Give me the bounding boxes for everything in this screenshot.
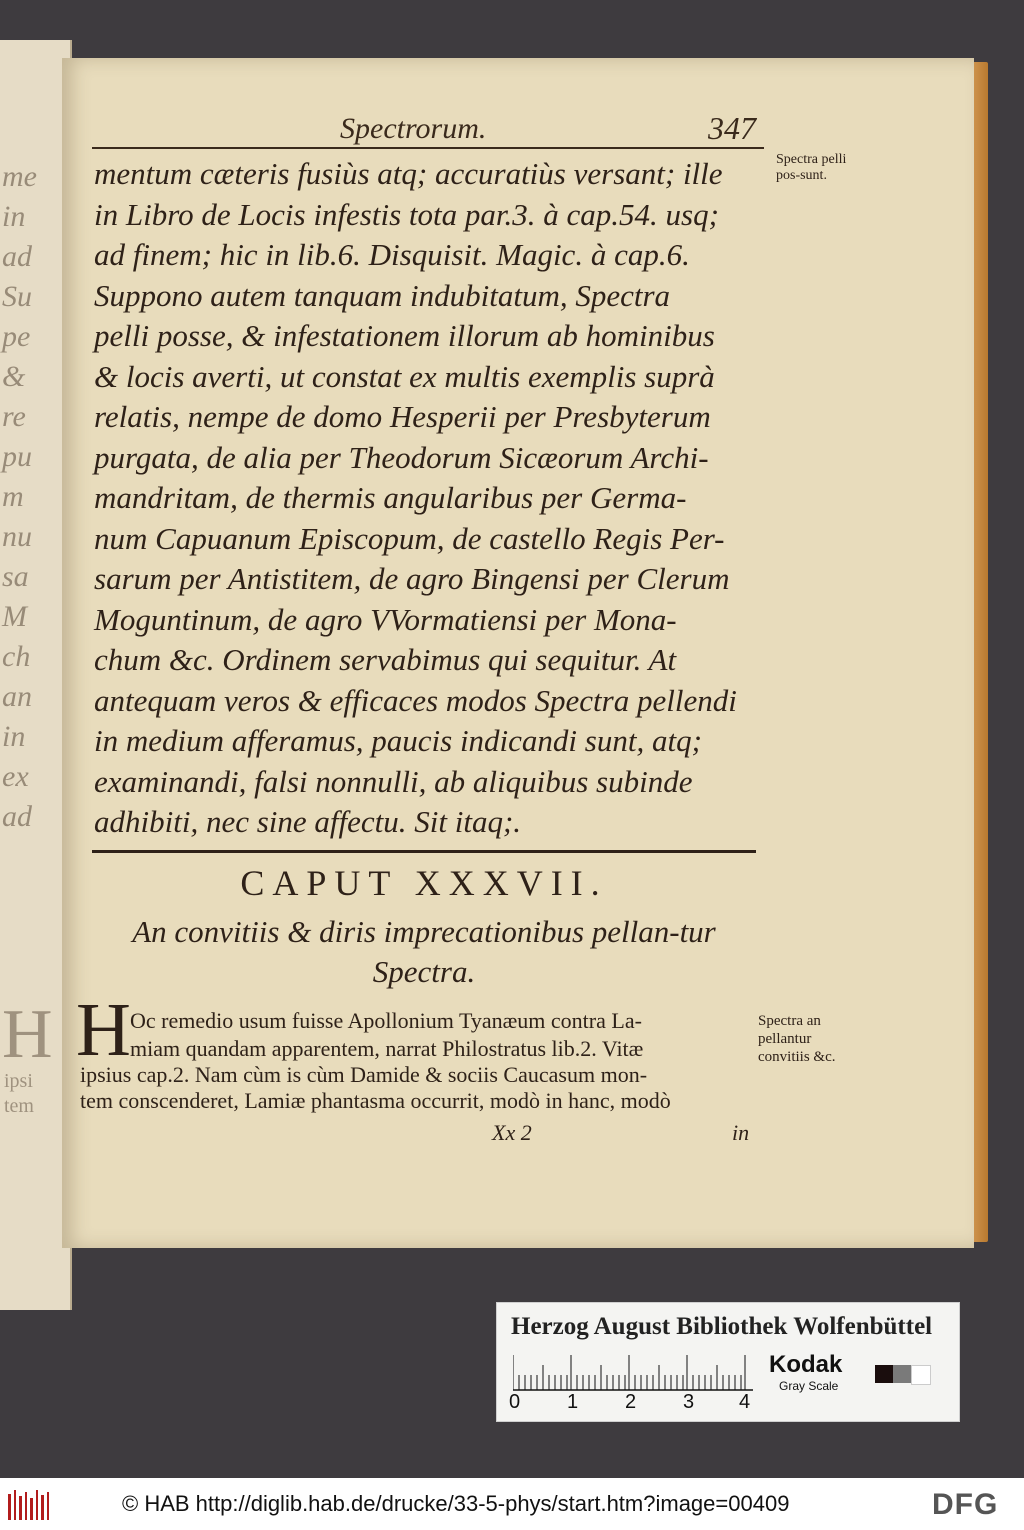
header-rule (92, 147, 764, 149)
facing-fragment: me (2, 160, 37, 193)
margin-note: Spectra an pellantur convitiis &c. (758, 1013, 836, 1065)
text-line: in medium afferamus, paucis indicandi sunt, atq; (94, 723, 702, 758)
text-line: examinandi, falsi nonnulli, ab aliquibus subinde (94, 763, 693, 799)
copyright-link[interactable]: © HAB http://diglib.hab.de/drucke/33-5-phys/start.htm?image=00409 (122, 1491, 790, 1516)
chapter-title: CAPUT XXXVII. (240, 863, 608, 903)
kodak-logo: Kodak (769, 1351, 843, 1378)
gray-patch (911, 1365, 931, 1385)
ruler-label: 2 (625, 1391, 637, 1413)
text-line: sarum per Antistitem, de agro Bingensi per Clerum (94, 561, 730, 596)
footer-bar (0, 1478, 1024, 1530)
facing-fragment: re (2, 400, 26, 433)
gray-patch (893, 1365, 911, 1383)
running-head: Spectrorum. (340, 112, 487, 145)
text-line: antequam veros & efficaces modos Spectra pellendi (94, 682, 737, 718)
facing-fragment: in (2, 200, 26, 233)
dfg-logo: DFG (932, 1488, 999, 1521)
facing-fragment: pe (2, 320, 31, 353)
drop-capital: H (76, 988, 131, 1072)
text-line: & locis averti, ut constat ex multis exemplis suprà (94, 358, 715, 394)
facing-fragment: in (2, 720, 26, 753)
margin-note: Spectra pelli pos-sunt. (776, 152, 847, 183)
catchword: in (732, 1120, 750, 1145)
chapter-subtitle: An convitiis & diris imprecationibus pellan-tur Spectra. (132, 914, 716, 989)
paragraph-line: miam quandam apparentem, narrat Philostratus lib.2. Vitæ (130, 1036, 644, 1061)
signature-mark: Xx 2 (492, 1120, 532, 1145)
facing-fragment: ch (2, 640, 31, 673)
ruler (513, 1355, 753, 1391)
facing-fragment: nu (2, 520, 32, 553)
facing-fragment: tem (4, 1095, 34, 1117)
gray-patches (875, 1365, 931, 1385)
text-line: chum &c. Ordinem servabimus qui sequitur. At (94, 642, 677, 677)
facing-fragment: pu (2, 440, 32, 473)
text-line: adhibiti, nec sine affectu. Sit itaq;. (94, 804, 522, 839)
text-line: relatis, nempe de domo Hesperii per Presbyterum (94, 399, 711, 434)
text-line: mentum cæteris fusiùs atq; accuratiùs versant; ille (94, 156, 723, 191)
color-target (496, 1302, 960, 1422)
text-line: pelli posse, & infestationem illorum ab hominibus (94, 318, 715, 353)
facing-fragment: ad (2, 240, 32, 273)
facing-fragment: sa (2, 560, 29, 593)
paragraph-line: Oc remedio usum fuisse Apollonium Tyanæum contra La- (130, 1008, 642, 1033)
ruler-label: 4 (739, 1391, 751, 1413)
body-text (94, 154, 774, 843)
gray-patch (875, 1365, 893, 1383)
gray-scale-label: Gray Scale (779, 1379, 839, 1393)
library-name: Herzog August Bibliothek Wolfenbüttel (511, 1313, 933, 1340)
facing-fragment: & (2, 360, 26, 393)
facing-fragment: ipsi (4, 1070, 33, 1092)
ruler-label: 0 (509, 1391, 521, 1413)
paragraph-line: tem conscenderet, Lamiæ phantasma occurrit, modò in hanc, modò (80, 1088, 671, 1113)
chapter-rule (92, 850, 756, 853)
facing-fragment: ex (2, 760, 29, 793)
facing-fragment: an (2, 680, 32, 713)
facing-fragment: m (2, 480, 24, 513)
ruler-label: 1 (567, 1391, 579, 1413)
text-line: Suppono autem tanquam indubitatum, Spectra (94, 277, 671, 313)
paragraph-line: ipsius cap.2. Nam cùm is cùm Damide & sociis Caucasum mon- (80, 1062, 648, 1087)
text-line: Moguntinum, de agro VVormatiensi per Mona- (94, 601, 677, 637)
facing-dropcap: H (2, 996, 53, 1073)
page-number: 347 (708, 110, 756, 146)
text-line: mandritam, de thermis angularibus per Germa- (94, 480, 687, 515)
facing-fragment: ad (2, 800, 32, 833)
ruler-label: 3 (683, 1391, 695, 1413)
text-line: purgata, de alia per Theodorum Sicæorum Archi- (94, 439, 709, 475)
barcode-icon (8, 1490, 52, 1520)
text-line: num Capuanum Episcopum, de castello Regis Per- (94, 520, 725, 556)
facing-fragment: M (2, 600, 27, 633)
facing-fragment: Su (2, 280, 32, 313)
text-line: ad finem; hic in lib.6. Disquisit. Magic. à cap.6. (94, 237, 690, 272)
text-line: in Libro de Locis infestis tota par.3. à cap.54. usq; (94, 196, 719, 232)
